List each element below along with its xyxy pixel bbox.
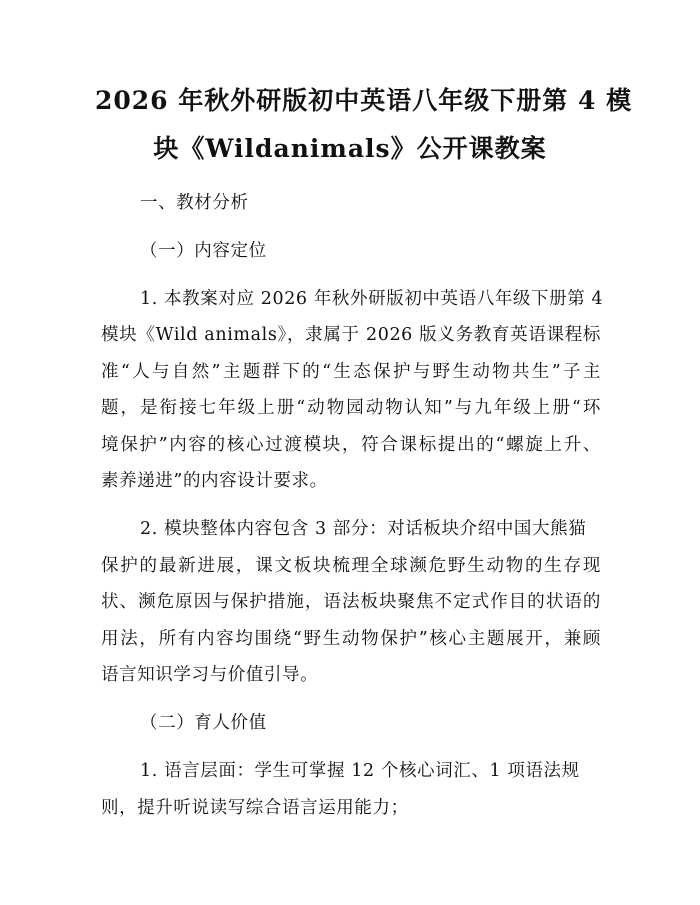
- paragraph-2-line-4: 用法，所有内容均围绕“野生动物保护”核心主题展开，兼顾: [101, 629, 601, 649]
- paragraph-2-line-2: 保护的最新进展，课文板块梳理全球濒危野生动物的生存现: [101, 556, 601, 576]
- paragraph-1-line-2: 模块《Wild animals》，隶属于 2026 版义务教育英语课程标: [101, 325, 601, 345]
- paragraph-2-line-5: 语言知识学习与价值引导。: [101, 665, 319, 685]
- paragraph-2-line-3: 状、濒危原因与保护措施，语法板块聚焦不定式作目的状语的: [101, 592, 601, 612]
- paragraph-1-line-1: 1. 本教案对应 2026 年秋外研版初中英语八年级下册第 4: [140, 289, 604, 309]
- document-title-line-1: 2026 年秋外研版初中英语八年级下册第 4 模: [95, 86, 633, 115]
- paragraph-1-line-5: 境保护”内容的核心过渡模块，符合课标提出的“螺旋上升、: [101, 435, 601, 455]
- section-heading-textbook-analysis: 一、教材分析: [140, 193, 249, 213]
- paragraph-3-line-2: 则，提升听说读写综合语言运用能力；: [101, 798, 409, 818]
- paragraph-1-line-6: 素养递进”的内容设计要求。: [101, 471, 328, 491]
- paragraph-1-line-4: 题，是衔接七年级上册“动物园动物认知”与九年级上册“环: [101, 398, 601, 418]
- subsection-heading-educational-value: （二）育人价值: [140, 713, 267, 733]
- paragraph-2-line-1: 2. 模块整体内容包含 3 部分：对话板块介绍中国大熊猫: [140, 519, 587, 539]
- paragraph-1-line-3: 准“人与自然”主题群下的“生态保护与野生动物共生”子主: [101, 362, 601, 382]
- document-title-line-2: 块《Wildanimals》公开课教案: [153, 134, 547, 163]
- subsection-heading-content-positioning: （一）内容定位: [140, 241, 267, 261]
- paragraph-3-line-1: 1. 语言层面：学生可掌握 12 个核心词汇、1 项语法规: [140, 761, 580, 781]
